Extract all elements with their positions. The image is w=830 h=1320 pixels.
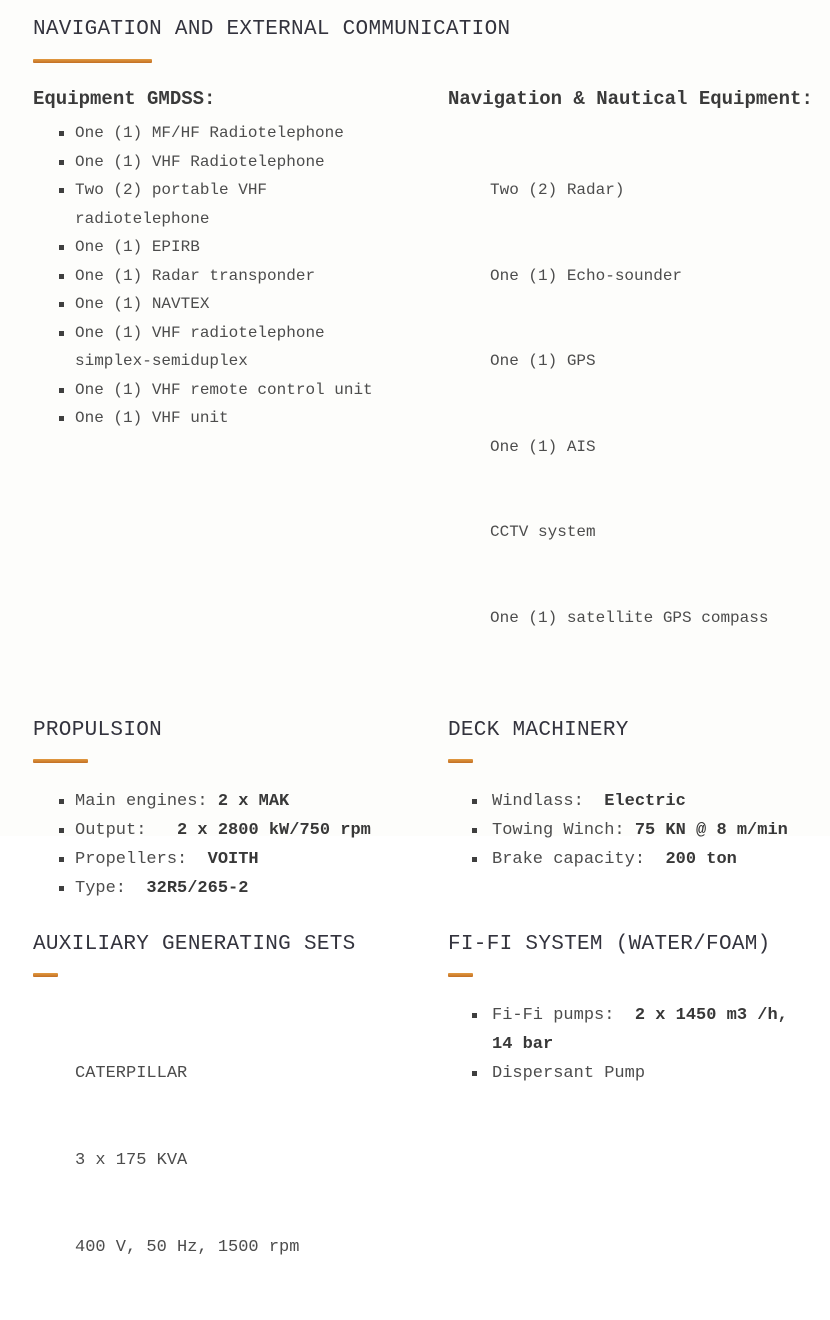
list-item bbox=[33, 319, 385, 376]
list-item bbox=[33, 262, 385, 291]
spec-item bbox=[33, 787, 385, 816]
gmdss-list bbox=[33, 119, 448, 433]
spec-value: 75 KN @ 8 m/min bbox=[634, 821, 788, 840]
nav-equipment-column bbox=[448, 88, 830, 689]
bullet-square-icon bbox=[59, 188, 64, 193]
bullet-square-icon bbox=[59, 857, 64, 862]
bullet-square-icon bbox=[472, 857, 477, 862]
propulsion-section bbox=[33, 718, 448, 903]
bullet-square-icon bbox=[472, 799, 477, 804]
spec-item bbox=[448, 787, 796, 816]
spec-value: 2 x 2800 kW/750 rpm bbox=[177, 821, 371, 840]
list-item: One (1) Echo-sounder bbox=[490, 266, 683, 285]
bullet-square-icon bbox=[59, 160, 64, 165]
bullet-square-icon bbox=[59, 886, 64, 891]
nav-equipment-list bbox=[490, 119, 830, 689]
spec-label: Main engines: bbox=[75, 792, 218, 811]
list-item-text: One (1) NAVTEX bbox=[75, 295, 210, 313]
deck-machinery-list bbox=[448, 787, 830, 874]
list-item bbox=[33, 148, 385, 177]
bullet-square-icon bbox=[59, 416, 64, 421]
spec-item bbox=[33, 845, 385, 874]
list-item-text: One (1) VHF radiotelephone simplex-semiduplex bbox=[75, 323, 335, 370]
spec-label: Output: bbox=[75, 821, 178, 840]
gmdss-header: Equipment GMDSS: bbox=[33, 88, 216, 110]
spec-value: Electric bbox=[604, 792, 686, 811]
list-item bbox=[33, 119, 385, 148]
spec-item bbox=[33, 816, 385, 845]
spec-label: Brake capacity: bbox=[492, 850, 666, 869]
spec-label: Towing Winch: bbox=[492, 821, 635, 840]
spec-label: Dispersant Pump bbox=[492, 1064, 646, 1083]
title-accent-bar bbox=[33, 59, 152, 63]
propulsion-deck-row bbox=[33, 718, 830, 903]
spec-label: Windlass: bbox=[492, 792, 605, 811]
aux-gen-section bbox=[33, 932, 448, 1320]
bullet-square-icon bbox=[472, 1071, 477, 1076]
list-item-text: One (1) EPIRB bbox=[75, 238, 200, 256]
communication-section bbox=[33, 88, 830, 689]
bullet-square-icon bbox=[59, 331, 64, 336]
bullet-square-icon bbox=[59, 245, 64, 250]
fifi-accent-bar bbox=[448, 973, 473, 977]
spec-item bbox=[448, 816, 796, 845]
aux-fifi-row bbox=[33, 932, 830, 1320]
gmdss-column bbox=[33, 88, 448, 689]
spec-label: Type: bbox=[75, 879, 147, 898]
list-item-text: One (1) VHF unit bbox=[75, 409, 229, 427]
spec-value: VOITH bbox=[207, 850, 259, 869]
list-item: One (1) GPS bbox=[490, 352, 596, 370]
list-item bbox=[33, 290, 385, 319]
spec-item bbox=[448, 1059, 796, 1088]
aux-gen-line: CATERPILLAR bbox=[75, 1064, 188, 1083]
propulsion-list bbox=[33, 787, 448, 903]
aux-gen-line: 400 V, 50 Hz, 1500 rpm bbox=[75, 1238, 300, 1257]
bullet-square-icon bbox=[472, 1013, 477, 1018]
bullet-square-icon bbox=[59, 799, 64, 804]
aux-gen-title: AUXILIARY GENERATING SETS bbox=[33, 933, 356, 956]
fifi-list bbox=[448, 1001, 830, 1088]
propulsion-accent-bar bbox=[33, 759, 88, 763]
spec-value: 200 ton bbox=[665, 850, 737, 869]
spec-item bbox=[33, 874, 385, 903]
fifi-title: FI-FI SYSTEM (WATER/FOAM) bbox=[448, 933, 771, 956]
list-item: One (1) AIS bbox=[490, 437, 596, 456]
fifi-section bbox=[448, 932, 830, 1320]
spec-label: Fi-Fi pumps: bbox=[492, 1006, 635, 1025]
propulsion-title: PROPULSION bbox=[33, 719, 163, 742]
list-item-text: Two (2) portable VHF radiotelephone bbox=[75, 181, 277, 228]
spec-value: 2 x MAK bbox=[217, 792, 290, 811]
bullet-square-icon bbox=[59, 388, 64, 393]
list-item bbox=[33, 376, 385, 405]
aux-gen-lines bbox=[75, 1001, 448, 1320]
spec-value: 32R5/265-2 bbox=[146, 879, 249, 898]
spec-label: Propellers: bbox=[75, 850, 208, 869]
list-item-text: One (1) VHF Radiotelephone bbox=[75, 152, 325, 171]
list-item: Two (2) Radar) bbox=[490, 181, 625, 199]
bullet-square-icon bbox=[59, 131, 64, 136]
nav-equipment-header: Navigation & Nautical Equipment: bbox=[448, 88, 813, 110]
bullet-square-icon bbox=[59, 302, 64, 307]
spec-value: 2 x 1450 m3 /h, 14 bar bbox=[492, 1006, 799, 1054]
bullet-square-icon bbox=[59, 274, 64, 279]
list-item-text: One (1) VHF remote control unit bbox=[75, 380, 373, 399]
bullet-square-icon bbox=[472, 828, 477, 833]
list-item bbox=[33, 176, 385, 233]
spec-item bbox=[448, 845, 796, 874]
list-item bbox=[33, 404, 385, 433]
list-item bbox=[33, 233, 385, 262]
list-item-text: One (1) MF/HF Radiotelephone bbox=[75, 124, 344, 142]
aux-gen-line: 3 x 175 KVA bbox=[75, 1151, 188, 1170]
deck-machinery-section bbox=[448, 718, 830, 903]
deck-machinery-title: DECK MACHINERY bbox=[448, 719, 629, 742]
spec-item bbox=[448, 1001, 799, 1059]
bullet-square-icon bbox=[59, 828, 64, 833]
list-item: One (1) satellite GPS compass bbox=[490, 608, 769, 627]
list-item-text: One (1) Radar transponder bbox=[75, 266, 316, 285]
aux-gen-accent-bar bbox=[33, 973, 58, 977]
page-title: NAVIGATION AND EXTERNAL COMMUNICATION bbox=[33, 18, 511, 41]
list-item: CCTV system bbox=[490, 523, 596, 541]
deck-machinery-accent-bar bbox=[448, 759, 473, 763]
